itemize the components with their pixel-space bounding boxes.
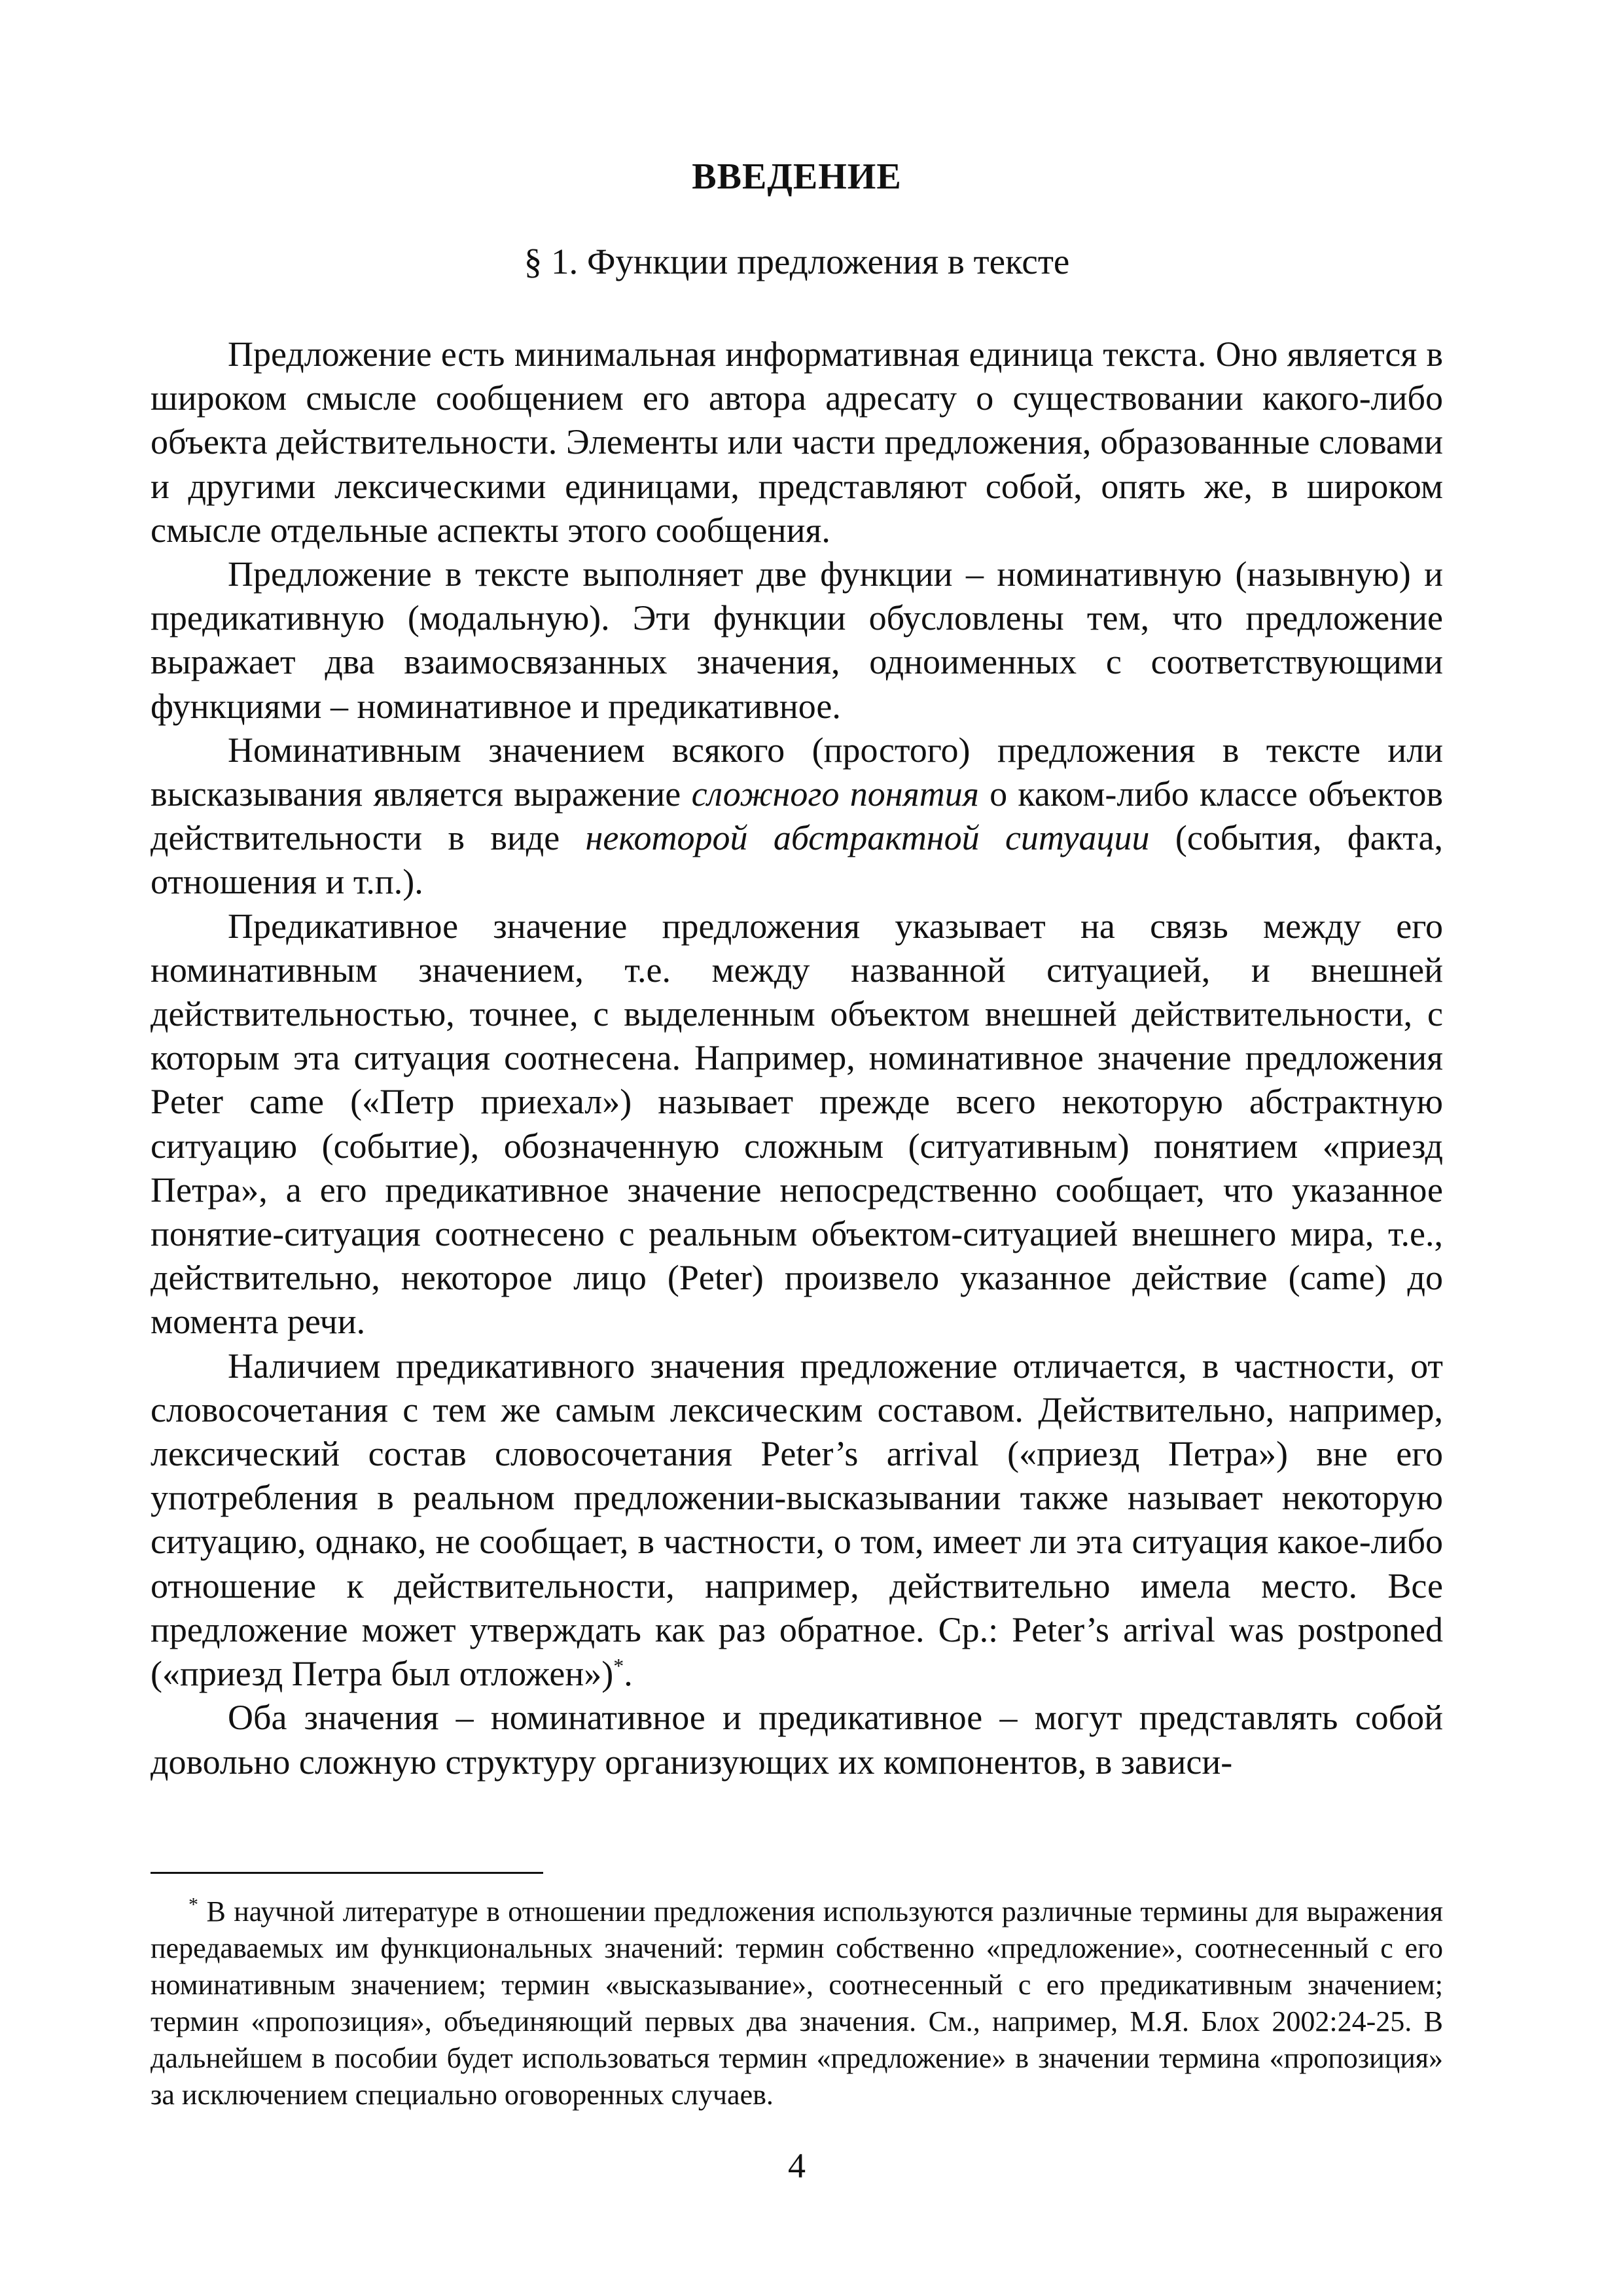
footnote-reference-mark[interactable]: * [613, 1654, 624, 1678]
paragraph-3-part-3: (события, факта, отношения и т.п.). [151, 818, 1443, 902]
document-page [151, 0, 1443, 2296]
paragraph-5-text: Наличием предикативного значения предложение отличается, в частности, от словосочетания с тем же самым лексическим составом. Действительно, например, лексический состав словосочетания Peter’s arrival («приезд Петра») вне его употребления в реальном предложении-высказывании также называет некоторую ситуацию, однако, не сообщает, в частности, о том, имеет ли эта ситуация какое-либо отношение к действительности, например, действительно имела место. Все предложение может утверждать как раз обратное. Ср.: Peter’s arrival was postponed («приезд Петра был отложен») [151, 1346, 1443, 1694]
footnote-separator [151, 1872, 543, 1874]
paragraph-3-part-2: о каком-либо классе объектов действительности в виде [151, 774, 1443, 858]
page-number: 4 [788, 2146, 806, 2185]
chapter-title: ВВЕДЕНИЕ [692, 156, 902, 197]
paragraph-3-part-1: Номинативным значением всякого (простого) предложения в тексте или высказывания является выражение [151, 730, 1443, 814]
footnote [151, 1893, 1443, 2113]
italic-term-complex-concept: сложного понятия [691, 774, 979, 814]
body-text [151, 332, 1443, 1784]
paragraph-5 [151, 1344, 1443, 1696]
footnote-text: В научной литературе в отношении предложения используются различные термины для выражения передаваемых им функциональных значений: термин собственно «предложение», соотнесенный с его номинативным значением; термин «высказывание», соотнесенный с его предикативным значением; термин «пропозиция», объединяющий первых два значения. См., например, М.Я. Блох 2002:24-25. В дальнейшем в пособии будет использоваться термин «предложение» в значении термина «пропозиция» за исключением специально оговоренных случаев. [151, 1895, 1443, 2111]
paragraph-2: Предложение в тексте выполняет две функции – номинативную (назывную) и предикативную (модальную). Эти функции обусловлены тем, что предложение выражает два взаимосвязанных значения, одноименных с соответствующими функциями – номинативное и предикативное. [151, 554, 1443, 726]
paragraph-1: Предложение есть минимальная информативная единица текста. Оно является в широком смысле сообщением его автора адресату о существовании какого-либо объекта действительности. Элементы или части предложения, образованные словами и другими лексическими единицами, представляют собой, опять же, в широком смысле отдельные аспекты этого сообщения. [151, 334, 1443, 550]
footnote-mark: * [188, 1893, 198, 1916]
paragraph-6: Оба значения – номинативное и предикативное – могут представлять собой довольно сложную структуру организующих их компонентов, в зависи- [151, 1698, 1443, 1782]
section-title: § 1. Функции предложения в тексте [524, 242, 1070, 281]
paragraph-5-end: . [624, 1654, 633, 1694]
italic-term-abstract-situation: некоторой абстрактной ситуации [585, 818, 1150, 858]
paragraph-4: Предикативное значение предложения указывает на связь между его номинативным значением, т.е. между названной ситуацией, и внешней действительностью, точнее, с выделенным объектом внешней действительности, с которым эта ситуация соотнесена. Например, номинативное значение предложения Peter came («Петр приехал») называет прежде всего некоторую абстрактную ситуацию (событие), обозначенную сложным (ситуативным) понятием «приезд Петра», а его предикативное значение непосредственно сообщает, что указанное понятие-ситуация соотнесено с реальным объектом-ситуацией внешнего мира, т.е., действительно, некоторое лицо (Peter) произвело указанное действие (came) до момента речи. [151, 906, 1443, 1342]
paragraph-3 [151, 728, 1443, 905]
footnote-paragraph [151, 1893, 1443, 2113]
